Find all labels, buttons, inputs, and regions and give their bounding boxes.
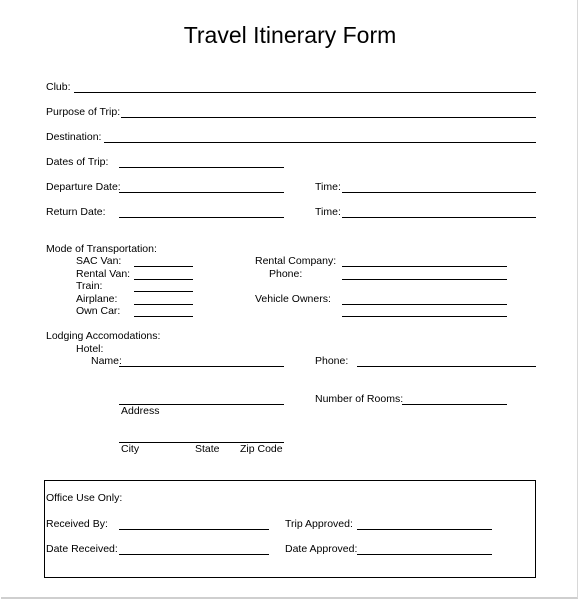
train-label: Train: xyxy=(76,280,103,292)
airplane-field[interactable] xyxy=(134,304,193,305)
vehicle-owners-label: Vehicle Owners: xyxy=(255,293,331,305)
zip-label: Zip Code xyxy=(240,443,283,455)
office-heading: Office Use Only: xyxy=(46,492,123,504)
sac-van-label: SAC Van: xyxy=(76,255,122,267)
date-received-field[interactable] xyxy=(119,554,269,555)
lodging-heading: Lodging Accomodations: xyxy=(46,330,161,342)
rental-phone-label: Phone: xyxy=(269,268,303,280)
dates-label: Dates of Trip: xyxy=(46,156,109,168)
transport-heading: Mode of Transportation: xyxy=(46,243,157,255)
rental-phone-field[interactable] xyxy=(342,279,507,280)
return-date-label: Return Date: xyxy=(46,206,106,218)
hotel-phone-label: Phone: xyxy=(315,355,349,367)
rooms-label: Number of Rooms: xyxy=(315,393,404,405)
purpose-field[interactable] xyxy=(121,117,536,118)
own-car-label: Own Car: xyxy=(76,305,121,317)
destination-field[interactable] xyxy=(104,142,536,143)
departure-time-label: Time: xyxy=(315,181,341,193)
own-car-field[interactable] xyxy=(134,316,193,317)
dates-field[interactable] xyxy=(119,167,284,168)
train-field[interactable] xyxy=(134,291,193,292)
rental-van-field[interactable] xyxy=(134,279,193,280)
purpose-label: Purpose of Trip: xyxy=(46,106,121,118)
departure-time-field[interactable] xyxy=(342,192,536,193)
return-date-field[interactable] xyxy=(119,217,284,218)
hotel-label: Hotel: xyxy=(76,343,104,355)
rental-van-label: Rental Van: xyxy=(76,268,131,280)
vehicle-owners-field-1[interactable] xyxy=(342,304,507,305)
date-approved-label: Date Approved: xyxy=(285,543,358,555)
hotel-phone-field[interactable] xyxy=(357,366,536,367)
hotel-name-label: Name: xyxy=(91,355,122,367)
return-time-label: Time: xyxy=(315,206,341,218)
departure-date-label: Departure Date: xyxy=(46,181,121,193)
club-field[interactable] xyxy=(74,92,536,93)
destination-label: Destination: xyxy=(46,131,102,143)
trip-approved-label: Trip Approved: xyxy=(285,518,353,530)
date-approved-field[interactable] xyxy=(357,554,492,555)
trip-approved-field[interactable] xyxy=(357,529,492,530)
rental-company-field[interactable] xyxy=(342,266,507,267)
received-by-label: Received By: xyxy=(46,518,108,530)
departure-date-field[interactable] xyxy=(119,192,284,193)
return-time-field[interactable] xyxy=(342,217,536,218)
rental-company-label: Rental Company: xyxy=(255,255,337,267)
received-by-field[interactable] xyxy=(119,529,269,530)
date-received-label: Date Received: xyxy=(46,543,118,555)
form-title: Travel Itinerary Form xyxy=(183,22,397,48)
airplane-label: Airplane: xyxy=(76,293,118,305)
sac-van-field[interactable] xyxy=(134,266,193,267)
address-label: Address xyxy=(121,405,160,417)
vehicle-owners-field-2[interactable] xyxy=(342,316,507,317)
club-label: Club: xyxy=(46,81,71,93)
city-label: City xyxy=(121,443,140,455)
state-label: State xyxy=(195,443,220,455)
hotel-name-field[interactable] xyxy=(119,366,284,367)
rooms-field[interactable] xyxy=(402,404,507,405)
